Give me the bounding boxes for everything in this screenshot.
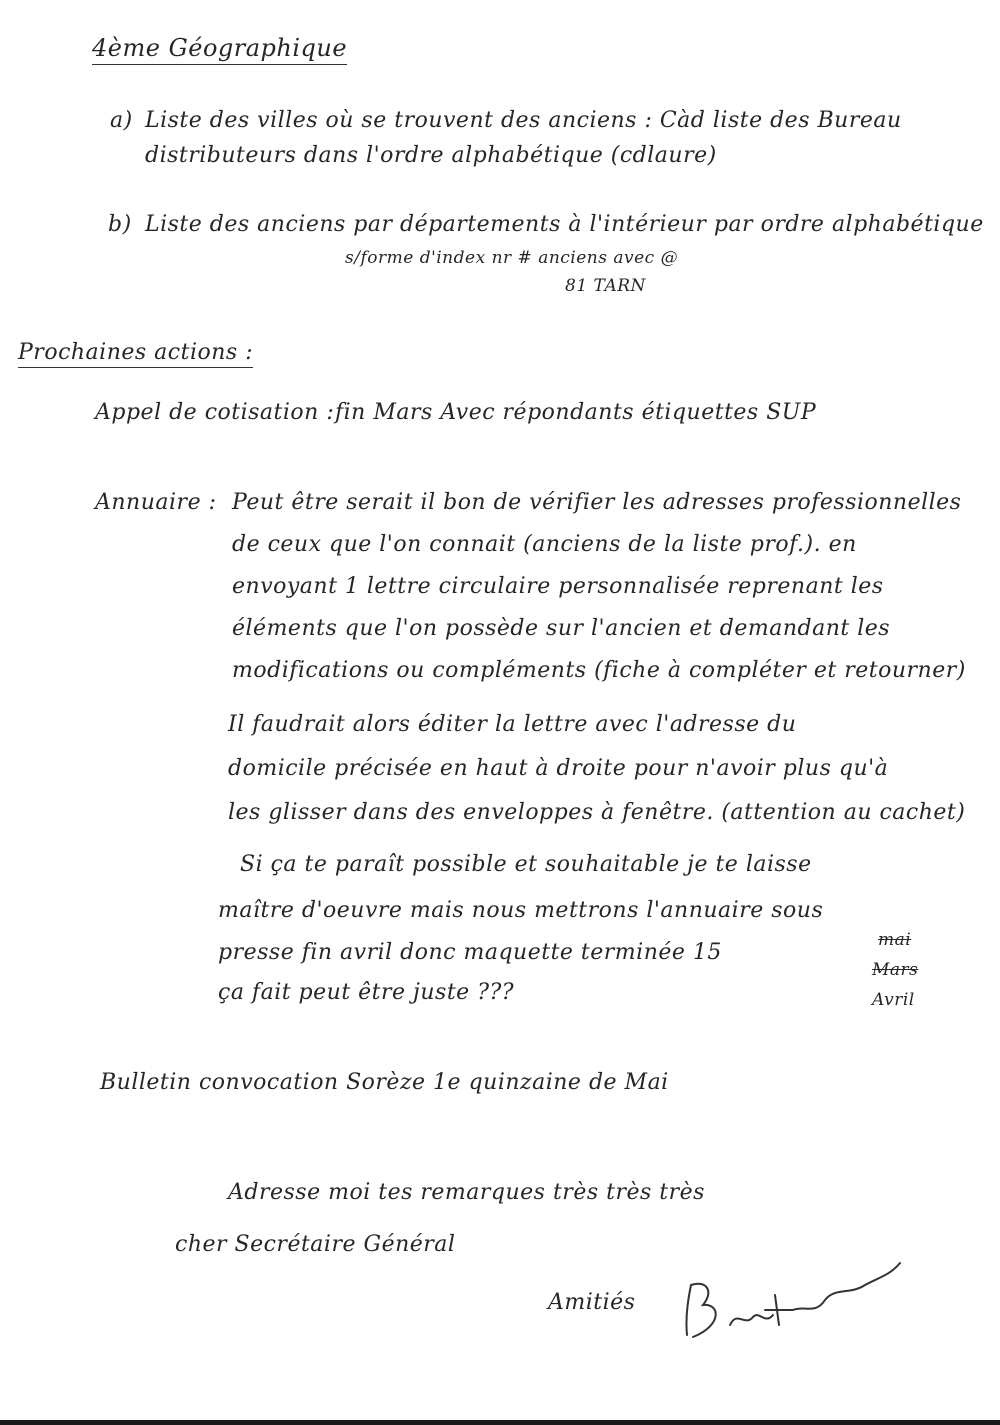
appel-text: fin Mars Avec répondants étiquettes SUP	[335, 400, 817, 425]
signature-mark	[675, 1255, 915, 1375]
annuaire-para1-line-2: de ceux que l'on connait (anciens de la liste prof.). en	[232, 532, 857, 557]
page-heading: 4ème Géographique	[92, 34, 347, 65]
annuaire-para1-line-4: éléments que l'on possède sur l'ancien et demandant les	[232, 616, 891, 641]
section-a-label: a)	[110, 108, 133, 133]
annuaire-para3-line-1: Si ça te paraît possible et souhaitable je te laisse	[240, 852, 812, 877]
appel-label: Appel de cotisation :	[95, 400, 335, 425]
section-a-line-1: Liste des villes où se trouvent des anciens : Càd liste des Bureau	[145, 108, 902, 133]
section-b-label: b)	[108, 212, 132, 237]
annuaire-para3-line-2: maître d'oeuvre mais nous mettrons l'annuaire sous	[218, 898, 824, 923]
annuaire-para3-line-3: presse fin avril donc maquette terminée 15	[218, 940, 722, 965]
section-b-line-1: Liste des anciens par départements à l'intérieur par ordre alphabétique	[145, 212, 984, 237]
annuaire-para1-line-1: Peut être serait il bon de vérifier les adresses professionnelles	[232, 490, 962, 515]
annuaire-para2-line-2: domicile précisée en haut à droite pour n'avoir plus qu'à	[228, 756, 889, 781]
margin-struck-mai: mai	[878, 930, 912, 950]
prochaines-actions-heading: Prochaines actions :	[18, 340, 253, 368]
margin-month-avril: Avril	[872, 990, 915, 1010]
scan-bottom-edge	[0, 1420, 1000, 1425]
closing-line-2: cher Secrétaire Général	[175, 1232, 456, 1257]
section-b-line-2: s/forme d'index nr # anciens avec @	[345, 248, 679, 268]
annuaire-para1-line-3: envoyant 1 lettre circulaire personnalisée reprenant les	[232, 574, 884, 599]
amities: Amitiés	[548, 1290, 636, 1315]
annuaire-para1-line-5: modifications ou compléments (fiche à compléter et retourner)	[232, 658, 966, 683]
annuaire-para3-line-4: ça fait peut être juste ???	[218, 980, 515, 1005]
closing-line-1: Adresse moi tes remarques très très très	[228, 1180, 705, 1205]
signature-text: Bertrand	[795, 1359, 841, 1370]
section-b-line-3: 81 TARN	[565, 276, 646, 296]
bulletin-line: Bulletin convocation Sorèze 1e quinzaine de Mai	[100, 1070, 669, 1095]
annuaire-label: Annuaire :	[95, 490, 217, 515]
annuaire-para2-line-3: les glisser dans des enveloppes à fenêtre. (attention au cachet)	[228, 800, 966, 825]
margin-struck-mars: Mars	[872, 960, 919, 980]
annuaire-para2-line-1: Il faudrait alors éditer la lettre avec l'adresse du	[228, 712, 797, 737]
section-a-line-2: distributeurs dans l'ordre alphabétique (cdlaure)	[145, 143, 717, 168]
